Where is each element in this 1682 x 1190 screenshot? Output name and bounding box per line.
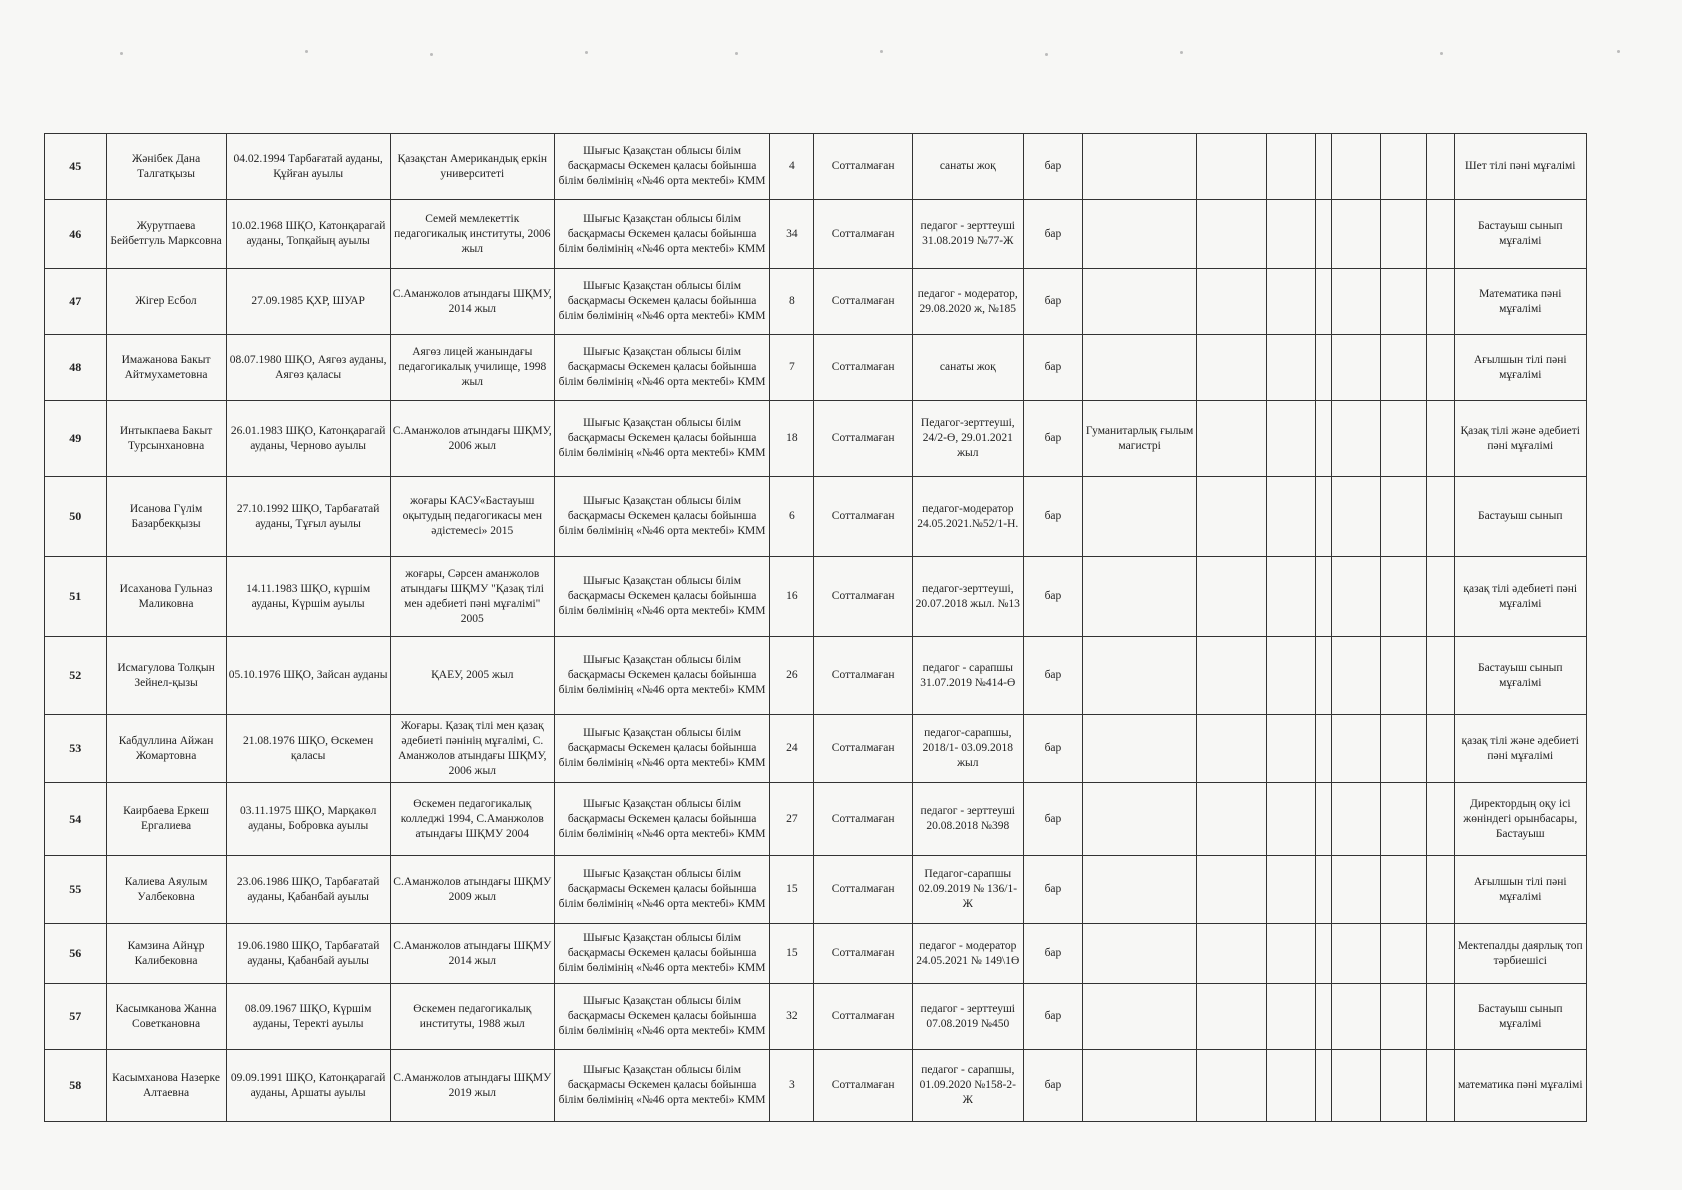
cell-empty <box>1266 637 1315 715</box>
cell-conviction: Сотталмаған <box>814 1050 912 1122</box>
cell-empty <box>1426 401 1454 477</box>
cell-degree <box>1083 783 1197 856</box>
cell-birth: 27.10.1992 ШҚО, Тарбағатай ауданы, Тұғыл ауылы <box>226 477 390 557</box>
cell-name: Жігер Есбол <box>106 269 226 335</box>
cell-conviction: Сотталмаған <box>814 557 912 637</box>
cell-empty <box>1197 269 1267 335</box>
cell-status: бар <box>1023 134 1083 200</box>
cell-empty <box>1266 477 1315 557</box>
cell-conviction: Сотталмаған <box>814 783 912 856</box>
cell-birth: 10.02.1968 ШҚО, Катонқарагай ауданы, Топқайың ауылы <box>226 200 390 269</box>
cell-num: 57 <box>45 984 107 1050</box>
cell-conviction: Сотталмаған <box>814 200 912 269</box>
cell-empty <box>1316 984 1332 1050</box>
cell-empty <box>1197 401 1267 477</box>
cell-experience: 7 <box>770 335 814 401</box>
cell-category: педагог - зерттеуші 20.08.2018 №398 <box>912 783 1023 856</box>
cell-position: Мектепалды даярлық топ тәрбиешісі <box>1454 924 1586 984</box>
cell-conviction: Сотталмаған <box>814 335 912 401</box>
cell-empty <box>1380 637 1426 715</box>
cell-degree <box>1083 715 1197 783</box>
cell-education: Семей мемлекеттік педагогикалық институты, 2006 жыл <box>390 200 554 269</box>
cell-name: Камзина Айнұр Калибековна <box>106 924 226 984</box>
cell-empty <box>1426 924 1454 984</box>
cell-num: 53 <box>45 715 107 783</box>
cell-birth: 09.09.1991 ШҚО, Катонқарагай ауданы, Аршаты ауылы <box>226 1050 390 1122</box>
cell-birth: 04.02.1994 Тарбағатай ауданы, Құйған ауылы <box>226 134 390 200</box>
table-row <box>45 401 1587 477</box>
cell-education: Өскемен педагогикалық институты, 1988 жыл <box>390 984 554 1050</box>
cell-conviction: Сотталмаған <box>814 269 912 335</box>
cell-empty <box>1426 335 1454 401</box>
table-row <box>45 715 1587 783</box>
cell-empty <box>1380 856 1426 924</box>
cell-birth: 08.09.1967 ШҚО, Күршім ауданы, Теректі ауылы <box>226 984 390 1050</box>
cell-workplace: Шығыс Қазақстан облысы білім басқармасы Өскемен қаласы бойынша білім бөлімінің «№46 орта мектебі» КММ <box>554 984 769 1050</box>
cell-empty <box>1426 134 1454 200</box>
table-row <box>45 856 1587 924</box>
cell-num: 54 <box>45 783 107 856</box>
cell-empty <box>1197 1050 1267 1122</box>
cell-empty <box>1332 715 1380 783</box>
cell-position: Бастауыш сынып мұғалімі <box>1454 200 1586 269</box>
table-row <box>45 924 1587 984</box>
cell-empty <box>1266 335 1315 401</box>
cell-num: 45 <box>45 134 107 200</box>
cell-experience: 18 <box>770 401 814 477</box>
cell-num: 46 <box>45 200 107 269</box>
cell-position: Бастауыш сынып мұғалімі <box>1454 637 1586 715</box>
scan-artifacts <box>0 50 1682 60</box>
cell-workplace: Шығыс Қазақстан облысы білім басқармасы Өскемен қаласы бойынша білім бөлімінің «№46 орта мектебі» КММ <box>554 856 769 924</box>
cell-education: жоғары, Сәрсен аманжолов атындағы ШҚМУ "Қазақ тілі мен әдебиеті пәні мұғалімі" 2005 <box>390 557 554 637</box>
cell-empty <box>1266 984 1315 1050</box>
cell-empty <box>1426 1050 1454 1122</box>
cell-name: Каирбаева Еркеш Ергалиева <box>106 783 226 856</box>
cell-empty <box>1380 984 1426 1050</box>
cell-empty <box>1332 335 1380 401</box>
table-row <box>45 783 1587 856</box>
cell-empty <box>1316 134 1332 200</box>
cell-status: бар <box>1023 200 1083 269</box>
cell-empty <box>1332 401 1380 477</box>
cell-category: педагог - сарапшы 31.07.2019 №414-Ө <box>912 637 1023 715</box>
cell-degree <box>1083 335 1197 401</box>
cell-empty <box>1380 715 1426 783</box>
cell-degree <box>1083 637 1197 715</box>
cell-num: 56 <box>45 924 107 984</box>
cell-position: Директордың оқу ісі жөніндегі орынбасары, Бастауыш <box>1454 783 1586 856</box>
cell-experience: 16 <box>770 557 814 637</box>
cell-empty <box>1380 335 1426 401</box>
cell-empty <box>1266 1050 1315 1122</box>
cell-education: Өскемен педагогикалық колледжі 1994, С.Аманжолов атындағы ШҚМУ 2004 <box>390 783 554 856</box>
cell-status: бар <box>1023 984 1083 1050</box>
cell-empty <box>1380 924 1426 984</box>
table-row <box>45 335 1587 401</box>
cell-empty <box>1197 715 1267 783</box>
cell-education: Жоғары. Қазақ тілі мен қазақ әдебиеті пәнінің мұғалімі, С. Аманжолов атындағы ШҚМУ, 2006 жыл <box>390 715 554 783</box>
cell-empty <box>1316 715 1332 783</box>
cell-conviction: Сотталмаған <box>814 924 912 984</box>
cell-name: Интыкпаева Бакыт Турсынхановна <box>106 401 226 477</box>
staff-table <box>44 133 1587 1122</box>
cell-num: 51 <box>45 557 107 637</box>
cell-workplace: Шығыс Қазақстан облысы білім басқармасы Өскемен қаласы бойынша білім бөлімінің «№46 орта мектебі» КММ <box>554 401 769 477</box>
cell-empty <box>1380 557 1426 637</box>
cell-empty <box>1197 856 1267 924</box>
cell-conviction: Сотталмаған <box>814 401 912 477</box>
cell-experience: 3 <box>770 1050 814 1122</box>
table-row <box>45 269 1587 335</box>
cell-category: педагог-зерттеуші, 20.07.2018 жыл. №13 <box>912 557 1023 637</box>
cell-empty <box>1316 269 1332 335</box>
cell-conviction: Сотталмаған <box>814 984 912 1050</box>
cell-position: Математика пәні мұғалімі <box>1454 269 1586 335</box>
cell-conviction: Сотталмаған <box>814 134 912 200</box>
cell-birth: 05.10.1976 ШҚО, Зайсан ауданы <box>226 637 390 715</box>
cell-empty <box>1197 984 1267 1050</box>
cell-name: Касымканова Жанна Советкановна <box>106 984 226 1050</box>
cell-status: бар <box>1023 269 1083 335</box>
cell-workplace: Шығыс Қазақстан облысы білім басқармасы Өскемен қаласы бойынша білім бөлімінің «№46 орта мектебі» КММ <box>554 783 769 856</box>
cell-birth: 26.01.1983 ШҚО, Катонқарагай ауданы, Черново ауылы <box>226 401 390 477</box>
cell-empty <box>1332 1050 1380 1122</box>
cell-empty <box>1197 783 1267 856</box>
cell-empty <box>1380 477 1426 557</box>
table-row <box>45 1050 1587 1122</box>
cell-empty <box>1380 269 1426 335</box>
cell-empty <box>1266 856 1315 924</box>
cell-education: С.Аманжолов атындағы ШҚМУ, 2014 жыл <box>390 269 554 335</box>
cell-status: бар <box>1023 856 1083 924</box>
cell-workplace: Шығыс Қазақстан облысы білім басқармасы Өскемен қаласы бойынша білім бөлімінің «№46 орта мектебі» КММ <box>554 335 769 401</box>
cell-name: Исанова Гүлім Базарбекқызы <box>106 477 226 557</box>
cell-empty <box>1197 477 1267 557</box>
cell-empty <box>1426 856 1454 924</box>
cell-empty <box>1332 924 1380 984</box>
cell-empty <box>1266 401 1315 477</box>
cell-num: 52 <box>45 637 107 715</box>
cell-category: педагог-сарапшы, 2018/1- 03.09.2018 жыл <box>912 715 1023 783</box>
cell-empty <box>1197 637 1267 715</box>
cell-education: Қазақстан Американдық еркін университеті <box>390 134 554 200</box>
cell-degree <box>1083 269 1197 335</box>
cell-name: Имажанова Бакыт Айтмухаметовна <box>106 335 226 401</box>
cell-empty <box>1332 637 1380 715</box>
cell-empty <box>1426 783 1454 856</box>
cell-num: 55 <box>45 856 107 924</box>
cell-empty <box>1266 134 1315 200</box>
cell-status: бар <box>1023 557 1083 637</box>
cell-birth: 21.08.1976 ШҚО, Өскемен қаласы <box>226 715 390 783</box>
cell-experience: 27 <box>770 783 814 856</box>
cell-birth: 23.06.1986 ШҚО, Тарбағатай ауданы, Қабанбай ауылы <box>226 856 390 924</box>
cell-empty <box>1426 557 1454 637</box>
cell-workplace: Шығыс Қазақстан облысы білім басқармасы Өскемен қаласы бойынша білім бөлімінің «№46 орта мектебі» КММ <box>554 637 769 715</box>
cell-num: 48 <box>45 335 107 401</box>
cell-empty <box>1332 984 1380 1050</box>
table-row <box>45 557 1587 637</box>
cell-category: педагог - модератор, 29.08.2020 ж, №185 <box>912 269 1023 335</box>
cell-status: бар <box>1023 401 1083 477</box>
cell-category: Педагог-сарапшы 02.09.2019 № 136/1-Ж <box>912 856 1023 924</box>
cell-experience: 34 <box>770 200 814 269</box>
cell-empty <box>1332 557 1380 637</box>
cell-experience: 24 <box>770 715 814 783</box>
cell-empty <box>1332 269 1380 335</box>
cell-workplace: Шығыс Қазақстан облысы білім басқармасы Өскемен қаласы бойынша білім бөлімінің «№46 орта мектебі» КММ <box>554 924 769 984</box>
cell-empty <box>1316 637 1332 715</box>
table-row <box>45 477 1587 557</box>
cell-empty <box>1426 637 1454 715</box>
cell-empty <box>1332 477 1380 557</box>
cell-status: бар <box>1023 335 1083 401</box>
cell-education: жоғары КАСУ«Бастауыш оқытудың педагогикасы мен әдістемесі» 2015 <box>390 477 554 557</box>
cell-conviction: Сотталмаған <box>814 715 912 783</box>
table-row <box>45 984 1587 1050</box>
cell-empty <box>1266 783 1315 856</box>
cell-status: бар <box>1023 783 1083 856</box>
cell-workplace: Шығыс Қазақстан облысы білім басқармасы Өскемен қаласы бойынша білім бөлімінің «№46 орта мектебі» КММ <box>554 557 769 637</box>
cell-empty <box>1426 984 1454 1050</box>
cell-status: бар <box>1023 477 1083 557</box>
cell-empty <box>1316 783 1332 856</box>
cell-status: бар <box>1023 715 1083 783</box>
cell-empty <box>1197 557 1267 637</box>
cell-education: С.Аманжолов атындағы ШҚМУ, 2006 жыл <box>390 401 554 477</box>
cell-experience: 26 <box>770 637 814 715</box>
cell-empty <box>1197 134 1267 200</box>
cell-empty <box>1332 856 1380 924</box>
cell-workplace: Шығыс Қазақстан облысы білім басқармасы Өскемен қаласы бойынша білім бөлімінің «№46 орта мектебі» КММ <box>554 1050 769 1122</box>
cell-position: математика пәні мұғалімі <box>1454 1050 1586 1122</box>
cell-category: педагог - зерттеуші 07.08.2019 №450 <box>912 984 1023 1050</box>
cell-empty <box>1332 134 1380 200</box>
cell-category: педагог - сарапшы, 01.09.2020 №158-2-Ж <box>912 1050 1023 1122</box>
cell-empty <box>1426 269 1454 335</box>
cell-degree <box>1083 1050 1197 1122</box>
staff-table-body <box>45 134 1587 1122</box>
cell-empty <box>1316 856 1332 924</box>
cell-category: педагог-модератор 24.05.2021.№52/1-Н. <box>912 477 1023 557</box>
cell-degree <box>1083 134 1197 200</box>
cell-empty <box>1316 401 1332 477</box>
cell-empty <box>1332 200 1380 269</box>
cell-empty <box>1316 1050 1332 1122</box>
cell-position: Бастауыш сынып <box>1454 477 1586 557</box>
cell-experience: 15 <box>770 924 814 984</box>
cell-birth: 19.06.1980 ШҚО, Тарбағатай ауданы, Қабанбай ауылы <box>226 924 390 984</box>
cell-degree <box>1083 557 1197 637</box>
cell-empty <box>1380 1050 1426 1122</box>
cell-num: 47 <box>45 269 107 335</box>
table-row <box>45 134 1587 200</box>
cell-education: С.Аманжолов атындағы ШҚМУ 2014 жыл <box>390 924 554 984</box>
cell-birth: 03.11.1975 ШҚО, Марқакөл ауданы, Бобровка ауылы <box>226 783 390 856</box>
cell-name: Жәнібек Дана Талгатқызы <box>106 134 226 200</box>
cell-position: қазақ тілі әдебиеті пәні мұғалімі <box>1454 557 1586 637</box>
cell-num: 50 <box>45 477 107 557</box>
cell-empty <box>1266 924 1315 984</box>
cell-education: С.Аманжолов атындағы ШҚМУ 2009 жыл <box>390 856 554 924</box>
cell-empty <box>1266 269 1315 335</box>
cell-conviction: Сотталмаған <box>814 856 912 924</box>
cell-status: бар <box>1023 637 1083 715</box>
cell-conviction: Сотталмаған <box>814 637 912 715</box>
cell-name: Кабдуллина Айжан Жомартовна <box>106 715 226 783</box>
cell-empty <box>1380 200 1426 269</box>
cell-workplace: Шығыс Қазақстан облысы білім басқармасы Өскемен қаласы бойынша білім бөлімінің «№46 орта мектебі» КММ <box>554 269 769 335</box>
cell-conviction: Сотталмаған <box>814 477 912 557</box>
cell-experience: 4 <box>770 134 814 200</box>
cell-education: ҚАЕУ, 2005 жыл <box>390 637 554 715</box>
cell-degree <box>1083 856 1197 924</box>
cell-name: Исаханова Гульназ Маликовна <box>106 557 226 637</box>
cell-empty <box>1332 783 1380 856</box>
cell-position: Бастауыш сынып мұғалімі <box>1454 984 1586 1050</box>
cell-status: бар <box>1023 1050 1083 1122</box>
cell-empty <box>1380 783 1426 856</box>
cell-name: Калиева Аяулым Уалбековна <box>106 856 226 924</box>
cell-empty <box>1266 557 1315 637</box>
table-row <box>45 200 1587 269</box>
cell-empty <box>1266 200 1315 269</box>
cell-empty <box>1316 557 1332 637</box>
cell-experience: 8 <box>770 269 814 335</box>
cell-birth: 08.07.1980 ШҚО, Аягөз ауданы, Аягөз қаласы <box>226 335 390 401</box>
cell-degree <box>1083 924 1197 984</box>
cell-degree <box>1083 200 1197 269</box>
cell-empty <box>1426 200 1454 269</box>
cell-empty <box>1316 335 1332 401</box>
cell-name: Касымханова Назерке Алтаевна <box>106 1050 226 1122</box>
cell-workplace: Шығыс Қазақстан облысы білім басқармасы Өскемен қаласы бойынша білім бөлімінің «№46 орта мектебі» КММ <box>554 477 769 557</box>
cell-category: санаты жоқ <box>912 335 1023 401</box>
cell-position: Қазақ тілі және әдебиеті пәні мұғалімі <box>1454 401 1586 477</box>
cell-name: Журутпаева Бейбетгуль Марксовна <box>106 200 226 269</box>
cell-position: Шет тілі пәні мұғалімі <box>1454 134 1586 200</box>
cell-empty <box>1197 335 1267 401</box>
cell-name: Исмагулова Толқын Зейнел-қызы <box>106 637 226 715</box>
cell-degree <box>1083 477 1197 557</box>
cell-position: Ағылшын тілі пәні мұғалімі <box>1454 856 1586 924</box>
cell-empty <box>1426 477 1454 557</box>
cell-empty <box>1380 401 1426 477</box>
cell-degree <box>1083 984 1197 1050</box>
cell-workplace: Шығыс Қазақстан облысы білім басқармасы Өскемен қаласы бойынша білім бөлімінің «№46 орта мектебі» КММ <box>554 715 769 783</box>
cell-empty <box>1266 715 1315 783</box>
cell-birth: 27.09.1985 ҚХР, ШУАР <box>226 269 390 335</box>
cell-empty <box>1316 477 1332 557</box>
cell-education: С.Аманжолов атындағы ШҚМУ 2019 жыл <box>390 1050 554 1122</box>
cell-empty <box>1316 924 1332 984</box>
table-row <box>45 637 1587 715</box>
cell-category: педагог - модератор 24.05.2021 № 149\1Ө <box>912 924 1023 984</box>
cell-empty <box>1316 200 1332 269</box>
cell-empty <box>1380 134 1426 200</box>
cell-position: қазақ тілі және әдебиеті пәні мұғалімі <box>1454 715 1586 783</box>
cell-empty <box>1197 924 1267 984</box>
cell-num: 58 <box>45 1050 107 1122</box>
cell-birth: 14.11.1983 ШҚО, күршім ауданы, Күршім ауылы <box>226 557 390 637</box>
cell-status: бар <box>1023 924 1083 984</box>
cell-category: Педагог-зерттеуші, 24/2-Ө, 29.01.2021 жыл <box>912 401 1023 477</box>
cell-empty <box>1197 200 1267 269</box>
cell-workplace: Шығыс Қазақстан облысы білім басқармасы Өскемен қаласы бойынша білім бөлімінің «№46 орта мектебі» КММ <box>554 134 769 200</box>
cell-position: Ағылшын тілі пәні мұғалімі <box>1454 335 1586 401</box>
cell-experience: 6 <box>770 477 814 557</box>
cell-category: санаты жоқ <box>912 134 1023 200</box>
cell-empty <box>1426 715 1454 783</box>
cell-category: педагог - зерттеуші 31.08.2019 №77-Ж <box>912 200 1023 269</box>
cell-education: Аягөз лицей жанындағы педагогикалық училище, 1998 жыл <box>390 335 554 401</box>
cell-experience: 32 <box>770 984 814 1050</box>
cell-num: 49 <box>45 401 107 477</box>
cell-workplace: Шығыс Қазақстан облысы білім басқармасы Өскемен қаласы бойынша білім бөлімінің «№46 орта мектебі» КММ <box>554 200 769 269</box>
cell-degree: Гуманитарлық ғылым магистрі <box>1083 401 1197 477</box>
cell-experience: 15 <box>770 856 814 924</box>
